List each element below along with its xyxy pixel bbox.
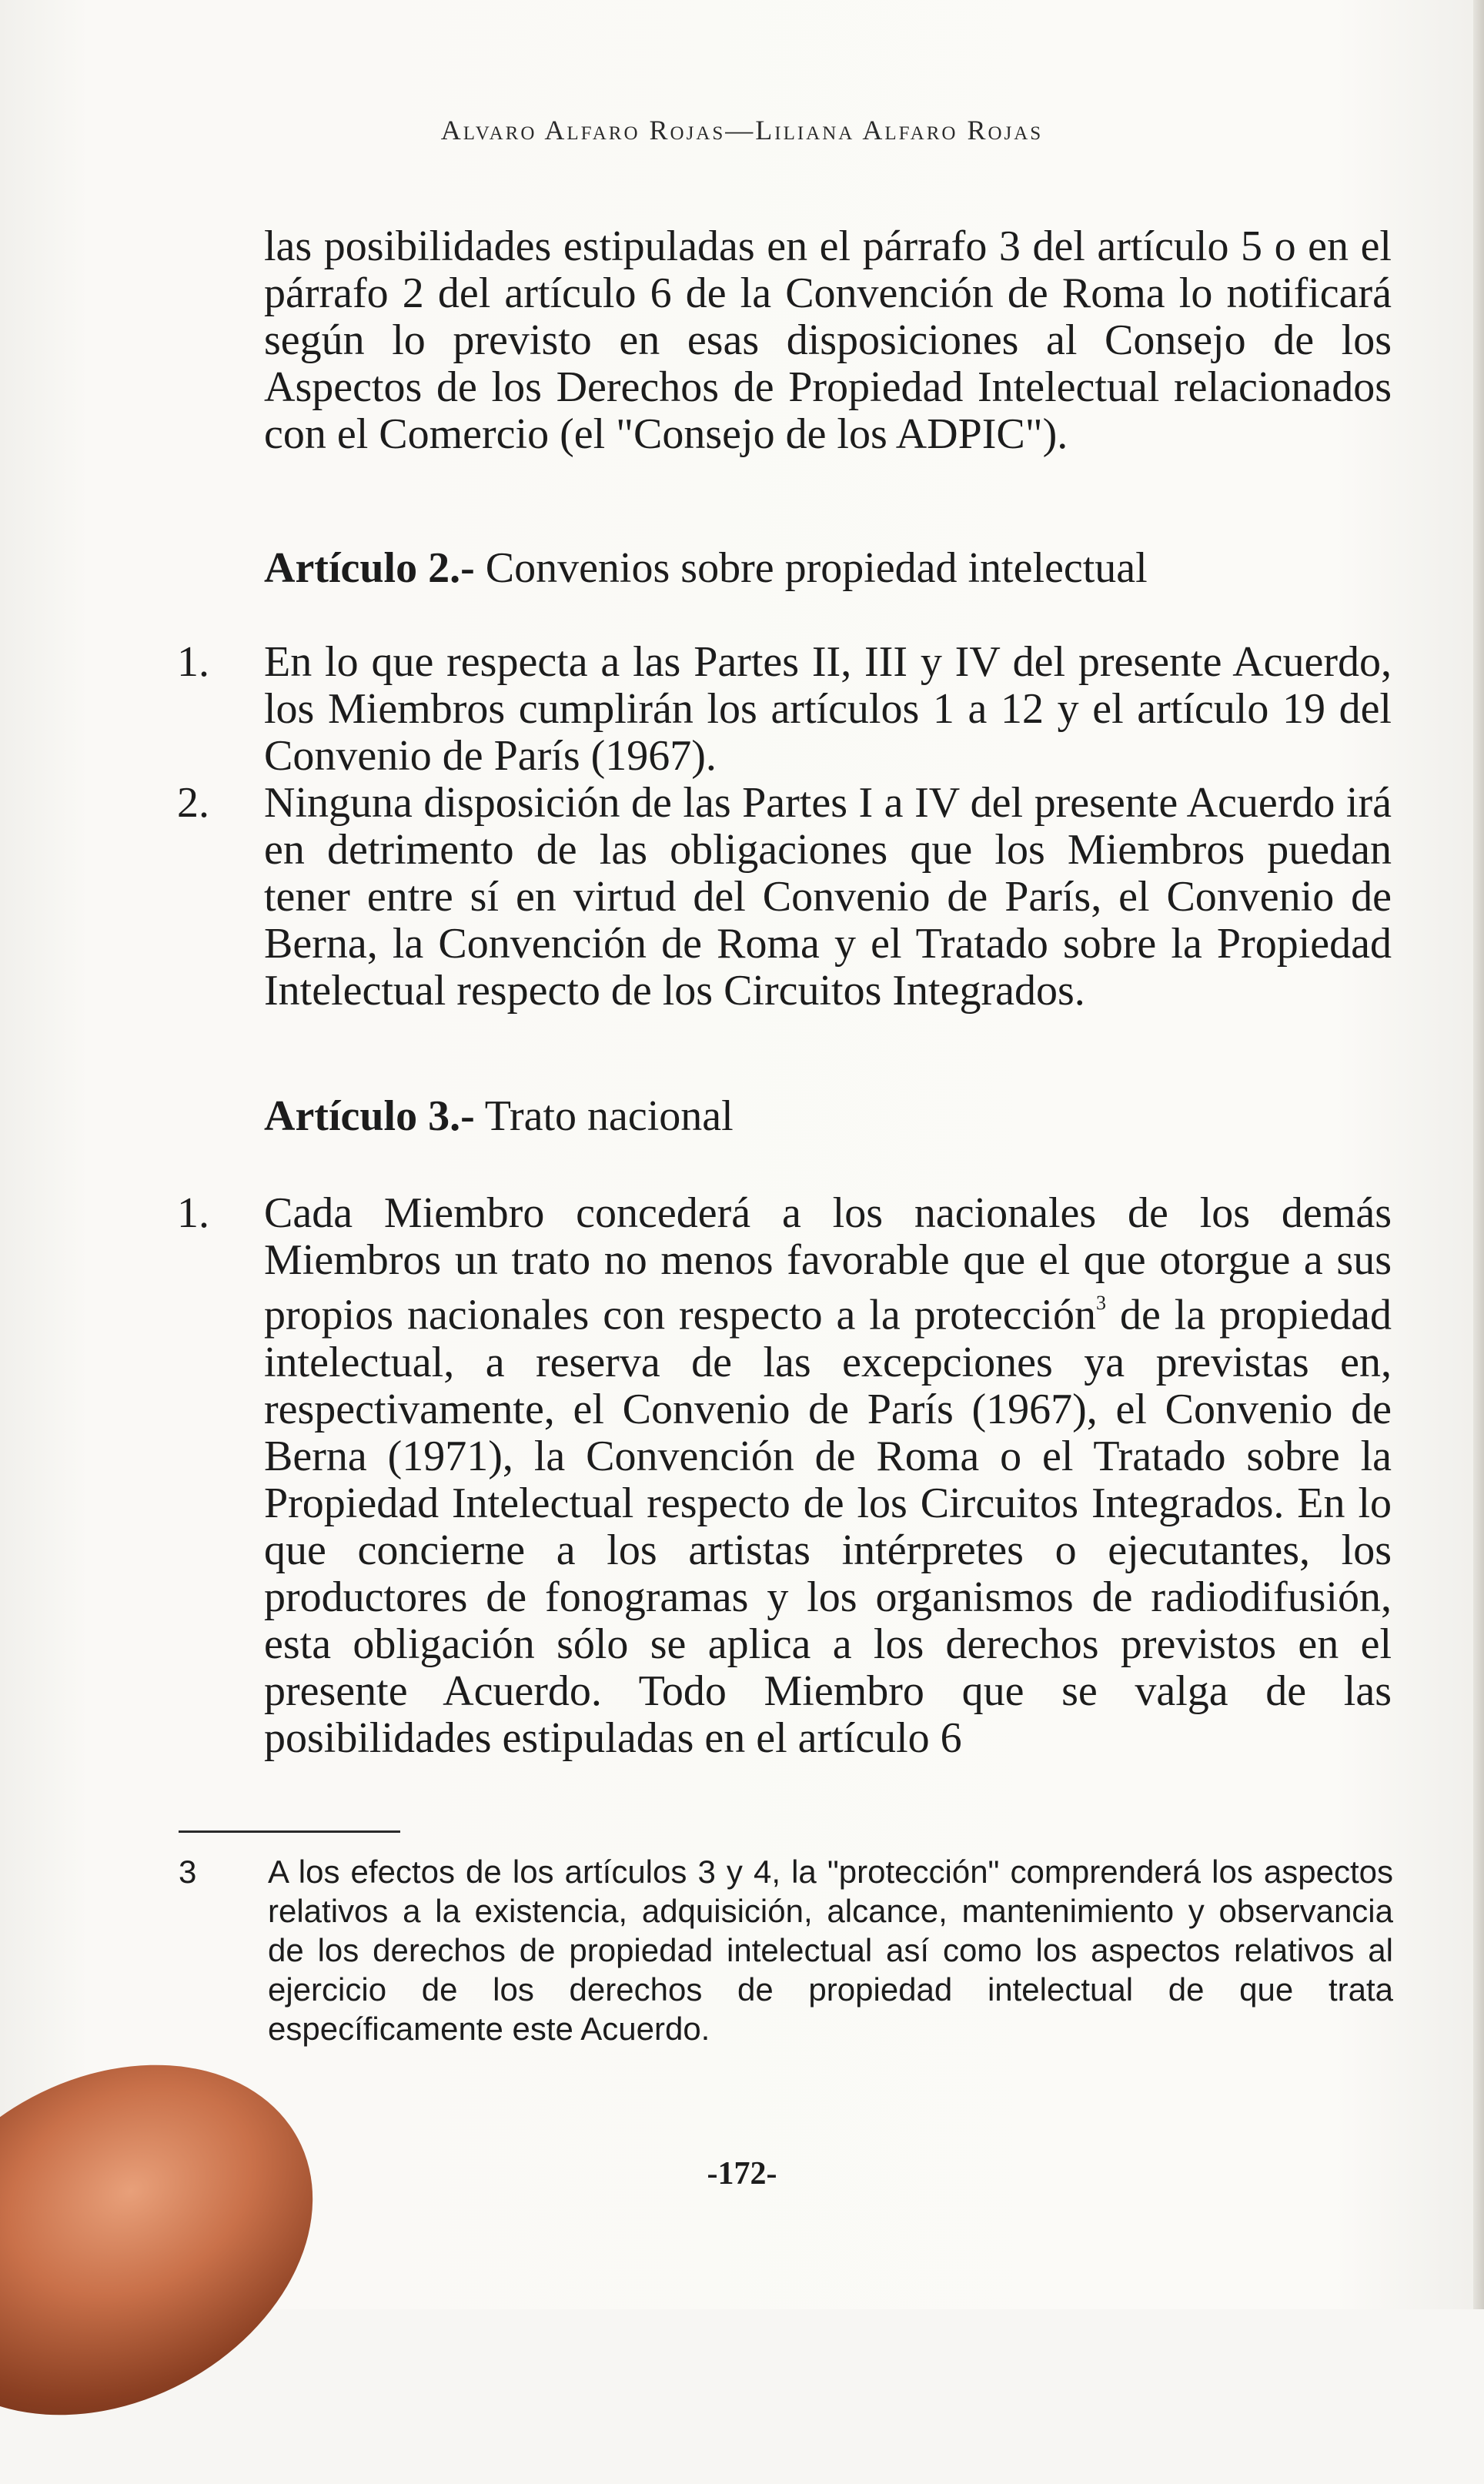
footnote-text: A los efectos de los artículos 3 y 4, la "protección" comprenderá los aspectos relativos a la existencia, adquisición, alcance, mantenimiento y observancia de los derechos de propiedad intelectual así como los aspectos relativos al ejercicio de los derechos de propiedad intelectual de que trata específicamente este Acuerdo.	[268, 1854, 1393, 2047]
article-2-label: Artículo 2.-	[264, 544, 475, 592]
article-2-heading	[264, 545, 1148, 592]
list-number: 2.	[177, 779, 209, 827]
list-text: Ninguna disposición de las Partes I a IV del presente Acuerdo irá en detrimento de las obligaciones que los Miembros puedan tener entre sí en virtud del Convenio de París, el Convenio de Berna, la Convención de Roma y el Tratado sobre la Propiedad Intelectual respecto de los Circuitos Integrados.	[264, 779, 1392, 1015]
footnote-divider	[179, 1830, 400, 1833]
footnote-number: 3	[179, 1854, 197, 1890]
footnote-reference[interactable]: 3	[1096, 1292, 1106, 1314]
list-number: 1.	[177, 638, 209, 686]
article-3-title: Trato nacional	[474, 1092, 734, 1140]
page-edge	[1473, 0, 1484, 2309]
article-2-title: Convenios sobre propiedad intelectual	[474, 544, 1148, 592]
page-number: -172-	[707, 2156, 777, 2191]
text-after-footnote: de la propiedad intelectual, a reserva de las excepciones ya previstas en, respectivamente, el Convenio de París (1967), el Convenio de Berna (1971), la Convención de Roma o el Tratado sobre la Propiedad Intelectual respecto de los Circuitos Integrados. En lo que concierne a los artistas intérpretes o ejecutantes, los productores de fonogramas y los organismos de radiodifusión, esta obligación sólo se aplica a los derechos previstos en el presente Acuerdo. Todo Miembro que se valga de las posibilidades estipuladas en el artículo 6	[264, 1291, 1392, 1762]
article-3-heading	[264, 1093, 734, 1140]
list-number: 1.	[177, 1189, 209, 1237]
list-text	[264, 1190, 1392, 1762]
list-text: En lo que respecta a las Partes II, III y IV del presente Acuerdo, los Miembros cumplirán los artículos 1 a 12 y el artículo 19 del Convenio de París (1967).	[264, 638, 1392, 780]
intro-paragraph: las posibilidades estipuladas en el párrafo 3 del artículo 5 o en el párrafo 2 del artículo 6 de la Convención de Roma lo notificará según lo previsto en esas disposiciones al Consejo de los Aspectos de los Derechos de Propiedad Intelectual relacionados con el Comercio (el "Consejo de los ADPIC").	[264, 222, 1392, 458]
article-3-label: Artículo 3.-	[264, 1092, 475, 1140]
running-header: Alvaro Alfaro Rojas—Liliana Alfaro Rojas	[440, 115, 1044, 145]
text-before-footnote: Cada Miembro concederá a los nacionales de los demás Miembros un trato no menos favorable que el que otorgue a sus propios nacionales con respecto a la protección	[264, 1189, 1392, 1339]
